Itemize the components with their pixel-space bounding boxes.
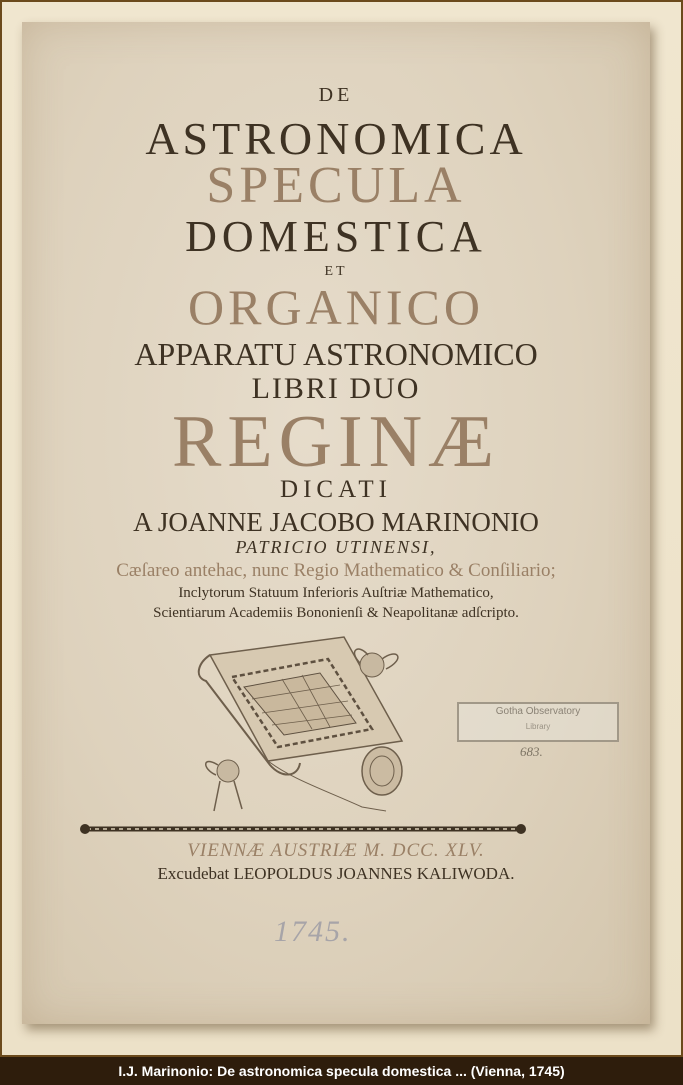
title-line-de: DE <box>318 84 354 106</box>
ornamental-rule <box>79 822 527 836</box>
stamp-text-line2: Library <box>525 722 551 731</box>
title-line-dicati: DICATI <box>280 476 392 503</box>
title-line-specula: SPECULA <box>206 157 466 214</box>
caption-bar <box>0 1057 683 1085</box>
title-line-et: ET <box>324 264 348 279</box>
printer-line: Excudebat LEOPOLDUS JOANNES KALIWODA. <box>157 864 515 883</box>
engraved-city-plan-vignette <box>172 629 432 829</box>
title-line-apparatu: APPARATU ASTRONOMICO <box>134 336 538 372</box>
title-line-astronomica: ASTRONOMICA <box>145 113 527 164</box>
title-page <box>22 22 650 1024</box>
title-line-scientiarum: Scientiarum Academiis Bononienſi & Neapolitanæ adſcripto. <box>153 605 519 621</box>
handwritten-year: 1745. <box>274 915 352 948</box>
shelfmark-note: 683. <box>520 744 543 759</box>
title-line-domestica: DOMESTICA <box>185 212 487 261</box>
title-line-author: A JOANNE JACOBO MARINONIO <box>133 507 539 537</box>
title-line-organico: ORGANICO <box>188 279 484 335</box>
stamp-text-line1: Gotha Observatory <box>495 706 581 717</box>
title-line-libri: LIBRI DUO <box>251 372 421 405</box>
title-line-patricio: PATRICIO UTINENSI, <box>235 537 437 557</box>
title-line-inclytorum: Inclytorum Statuum Inferioris Auſtriæ Mathematico, <box>178 585 494 601</box>
title-line-caesareo: Cæſareo antehac, nunc Regio Mathematico & Conſiliario; <box>116 560 556 581</box>
library-stamp <box>457 702 619 742</box>
imprint-line: VIENNÆ AUSTRIÆ M. DCC. XLV. <box>187 840 485 861</box>
title-line-reginae: REGINÆ <box>172 401 500 483</box>
caption-text: I.J. Marinonio: De astronomica specula domestica ... (Vienna, 1745) <box>118 1063 565 1079</box>
